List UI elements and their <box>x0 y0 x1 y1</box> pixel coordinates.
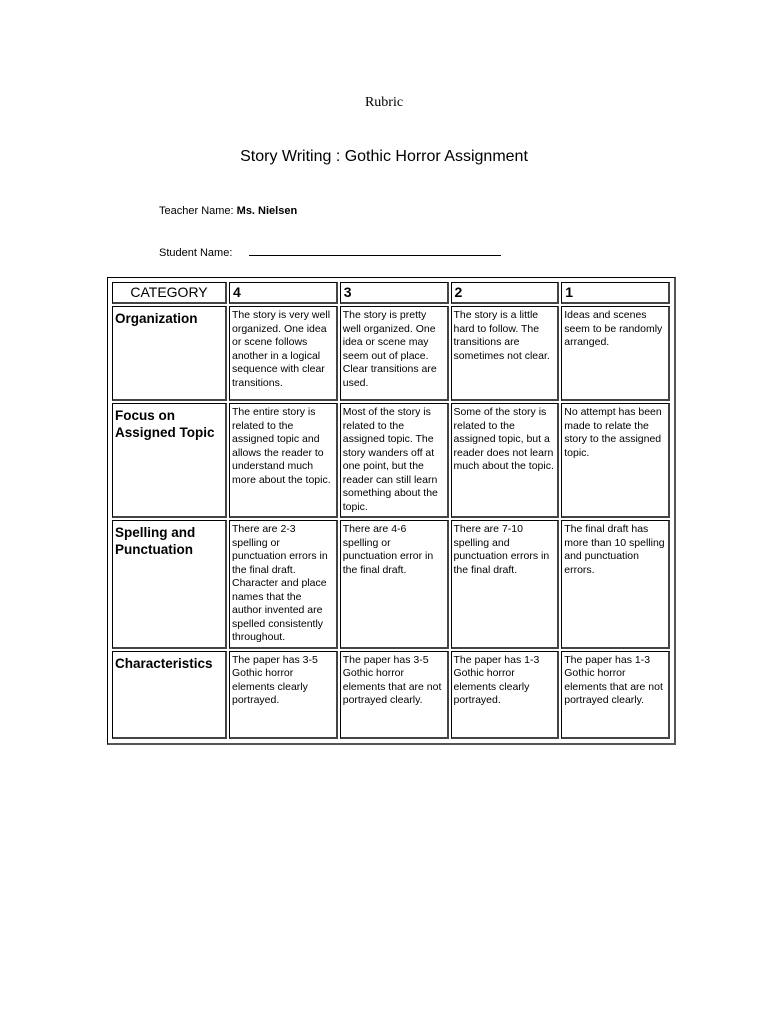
teacher-name-label: Teacher Name: <box>159 205 234 217</box>
descriptor-cell: The paper has 3-5 Gothic horror elements clearly portrayed. <box>229 651 338 740</box>
teacher-name-value: Ms. Nielsen <box>236 205 298 217</box>
descriptor-cell: Ideas and scenes seem to be randomly arranged. <box>561 306 670 401</box>
page-header: Rubric <box>364 95 404 110</box>
header-score-2: 2 <box>451 282 560 304</box>
category-organization: Organization <box>112 306 227 401</box>
descriptor-cell: The story is pretty well organized. One idea or scene may seem out of place. Clear transitions are used. <box>340 306 449 401</box>
category-characteristics: Characteristics <box>112 651 227 740</box>
rubric-row-characteristics <box>112 651 670 740</box>
category-focus-on-assigned-topic: Focus on Assigned Topic <box>112 403 227 518</box>
descriptor-cell: There are 2-3 spelling or punctuation errors in the final draft. Character and place names that the author invented are spelled consistently throughout. <box>229 520 338 649</box>
descriptor-cell: The final draft has more than 10 spelling and punctuation errors. <box>561 520 670 649</box>
descriptor-cell: There are 7-10 spelling and punctuation errors in the final draft. <box>451 520 560 649</box>
descriptor-cell: The entire story is related to the assigned topic and allows the reader to understand much more about the topic. <box>229 403 338 518</box>
teacher-name-field <box>159 205 297 217</box>
category-spelling-and-punctuation: Spelling and Punctuation <box>112 520 227 649</box>
header-category: CATEGORY <box>112 282 227 304</box>
descriptor-cell: There are 4-6 spelling or punctuation error in the final draft. <box>340 520 449 649</box>
header-score-1: 1 <box>561 282 670 304</box>
student-name-field <box>159 245 501 259</box>
rubric-table-frame <box>107 277 676 745</box>
rubric-row-spelling <box>112 520 670 649</box>
student-name-label: Student Name: <box>159 247 233 259</box>
descriptor-cell: Most of the story is related to the assigned topic. The story wanders off at one point, but the reader can still learn something about the topic. <box>340 403 449 518</box>
rubric-table <box>110 280 672 741</box>
descriptor-cell: The paper has 1-3 Gothic horror elements clearly portrayed. <box>451 651 560 740</box>
descriptor-cell: No attempt has been made to relate the story to the assigned topic. <box>561 403 670 518</box>
student-name-blank-line <box>249 245 501 256</box>
descriptor-cell: The story is very well organized. One idea or scene follows another in a logical sequence with clear transitions. <box>229 306 338 401</box>
descriptor-cell: The paper has 3-5 Gothic horror elements that are not portrayed clearly. <box>340 651 449 740</box>
descriptor-cell: Some of the story is related to the assigned topic, but a reader does not learn much about the topic. <box>451 403 560 518</box>
rubric-row-organization <box>112 306 670 401</box>
header-score-3: 3 <box>340 282 449 304</box>
descriptor-cell: The story is a little hard to follow. The transitions are sometimes not clear. <box>451 306 560 401</box>
rubric-header-row <box>112 282 670 304</box>
header-score-4: 4 <box>229 282 338 304</box>
descriptor-cell: The paper has 1-3 Gothic horror elements that are not portrayed clearly. <box>561 651 670 740</box>
rubric-row-focus <box>112 403 670 518</box>
document-title: Story Writing : Gothic Horror Assignment <box>240 148 528 165</box>
